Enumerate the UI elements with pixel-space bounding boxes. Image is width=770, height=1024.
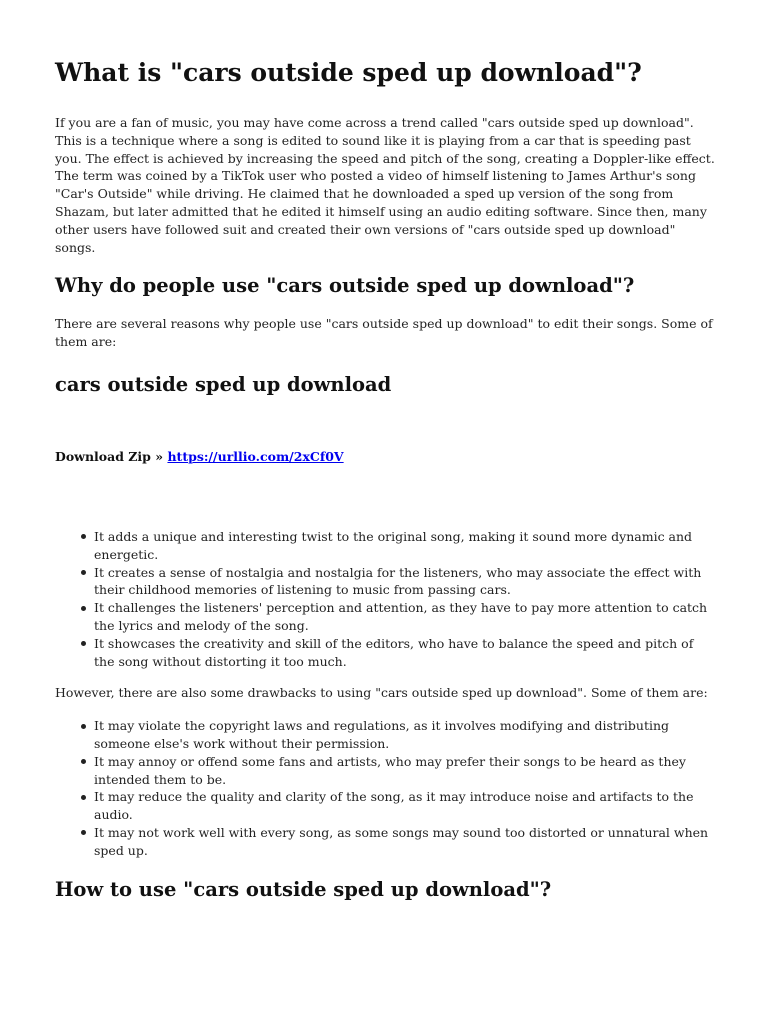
list-item: It may reduce the quality and clarity of the song, as it may introduce noise and artifacts to the audio.: [94, 788, 715, 824]
list-item: It challenges the listeners' perception and attention, as they have to pay more attention to catch the lyrics and melody of the song.: [94, 599, 715, 635]
how-heading: How to use "cars outside sped up download"?: [55, 877, 552, 901]
download-label: Download Zip »: [55, 448, 164, 464]
drawbacks-intro-paragraph: However, there are also some drawbacks to using "cars outside sped up download". Some of them are:: [55, 685, 708, 701]
download-line: [55, 448, 715, 466]
intro-paragraph: If you are a fan of music, you may have come across a trend called "cars outside sped up download". This is a technique where a song is edited to sound like it is playing from a car that is speeding past you. The effect is achieved by increasing the speed and pitch of the song, creating a Doppler-like effect. The term was coined by a TikTok user who posted a video of himself listening to James Arthur's song "Car's Outside" while driving. He claimed that he downloaded a sped up version of the song from Shazam, but later admitted that he edited it himself using an audio editing software. Since then, many other users have followed suit and created their own versions of "cars outside sped up download" songs.: [55, 115, 715, 255]
drawbacks-list: [55, 717, 715, 859]
list-item: It showcases the creativity and skill of the editors, who have to balance the speed and pitch of the song without distorting it too much.: [94, 635, 715, 671]
list-item: It may annoy or offend some fans and artists, who may prefer their songs to be heard as they intended them to be.: [94, 753, 715, 789]
article: [55, 55, 715, 904]
download-link[interactable]: https://urllio.com/2xCf0V: [167, 448, 344, 464]
page-title: What is "cars outside sped up download"?: [55, 58, 642, 87]
list-item: It creates a sense of nostalgia and nostalgia for the listeners, who may associate the effect with their childhood memories of listening to music from passing cars.: [94, 564, 715, 600]
list-item: It adds a unique and interesting twist to the original song, making it sound more dynamic and energetic.: [94, 528, 715, 564]
keyword-heading: cars outside sped up download: [55, 372, 392, 396]
list-item: It may not work well with every song, as some songs may sound too distorted or unnatural when sped up.: [94, 824, 715, 860]
why-heading: Why do people use "cars outside sped up download"?: [55, 274, 635, 298]
list-item: It may violate the copyright laws and regulations, as it involves modifying and distributing someone else's work without their permission.: [94, 717, 715, 753]
reasons-list: [55, 528, 715, 670]
reasons-intro-paragraph: There are several reasons why people use "cars outside sped up download" to edit their songs. Some of them are:: [55, 316, 713, 350]
